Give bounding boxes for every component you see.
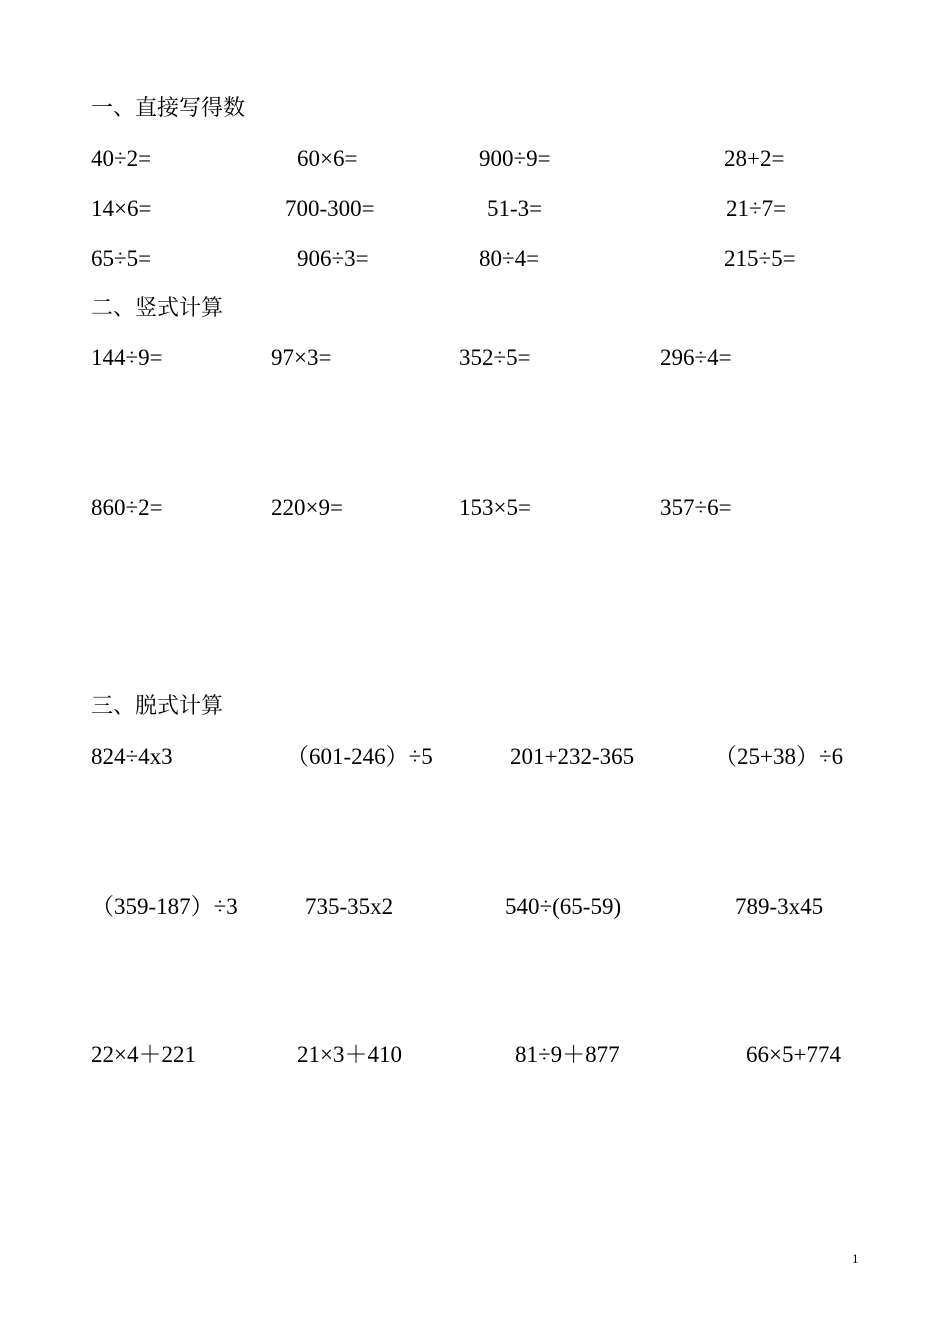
problem: （359-187）÷3	[91, 894, 238, 919]
problem: 900÷9=	[479, 146, 551, 171]
problem: 81÷9＋877	[515, 1042, 620, 1067]
problem: 40÷2=	[91, 146, 152, 171]
section-2-title: 二、竖式计算	[91, 296, 224, 321]
section-3-title: 三、脱式计算	[91, 694, 224, 719]
section-1-title: 一、直接写得数	[91, 96, 246, 121]
problem: （25+38）÷6	[714, 744, 844, 769]
problem: 51-3=	[487, 196, 543, 221]
problem: 153×5=	[459, 495, 531, 520]
problem: 65÷5=	[91, 246, 152, 271]
problem: 97×3=	[271, 345, 332, 370]
problem: 906÷3=	[297, 246, 369, 271]
problem: 357÷6=	[660, 495, 732, 520]
problem: 352÷5=	[459, 345, 531, 370]
problem: 735-35x2	[305, 894, 394, 919]
problem: 540÷(65-59)	[505, 894, 622, 919]
problem: 22×4＋221	[91, 1042, 196, 1067]
problem: 700-300=	[285, 196, 375, 221]
problem: 14×6=	[91, 196, 152, 221]
problem: 201+232-365	[510, 744, 635, 769]
problem: 220×9=	[271, 495, 343, 520]
problem: 21÷7=	[726, 196, 787, 221]
problem: 789-3x45	[735, 894, 824, 919]
problem: 860÷2=	[91, 495, 163, 520]
problem: 21×3＋410	[297, 1042, 402, 1067]
problem: 60×6=	[297, 146, 358, 171]
problem: 296÷4=	[660, 345, 732, 370]
problem: （601-246）÷5	[286, 744, 433, 769]
problem: 824÷4x3	[91, 744, 173, 769]
problem: 66×5+774	[746, 1042, 841, 1067]
problem: 28+2=	[724, 146, 785, 171]
problem: 215÷5=	[724, 246, 796, 271]
page-number: 1	[852, 1251, 859, 1266]
problem: 144÷9=	[91, 345, 163, 370]
problem: 80÷4=	[479, 246, 540, 271]
